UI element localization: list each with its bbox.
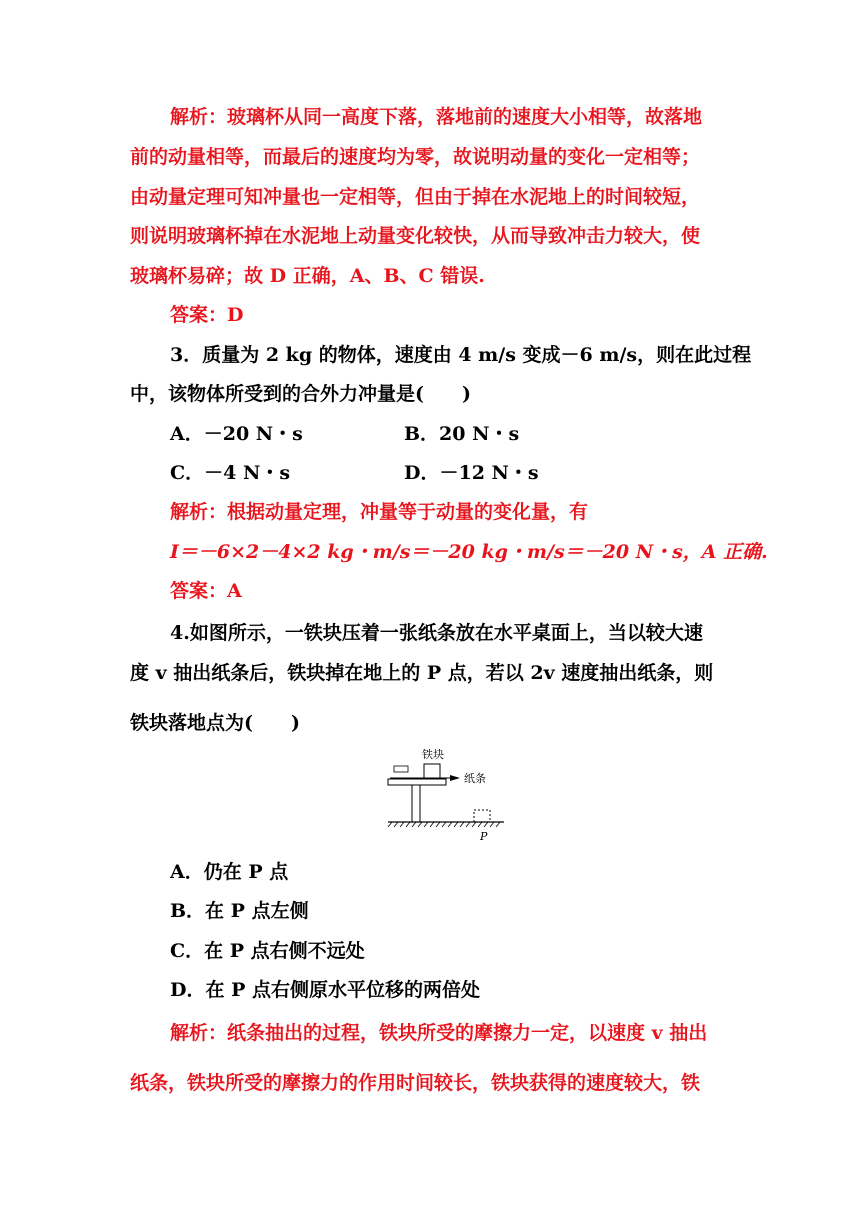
- analysis1-line-5: 玻璃杯易碎；故 D 正确，A、B、C 错误.: [130, 265, 485, 287]
- question4-option-a: A．仍在 P 点: [170, 861, 289, 883]
- question3-line-2: 中，该物体所受到的合外力冲量是( ): [130, 383, 471, 405]
- analysis1-line-2: 前的动量相等，而最后的速度均为零，故说明动量的变化一定相等；: [130, 146, 701, 168]
- question3-option-a: A．－20 N・s: [170, 423, 303, 445]
- block-left-stub: [394, 766, 408, 772]
- analysis1-line-1: 解析：玻璃杯从同一高度下落，落地前的速度大小相等，故落地: [170, 106, 703, 128]
- question4-option-c: C．在 P 点右侧不远处: [170, 940, 365, 962]
- figure-label-paper: 纸条: [464, 772, 486, 785]
- landing-position-box: [474, 810, 490, 822]
- question4-analysis-line-2: 纸条，铁块所受的摩擦力的作用时间较长，铁块获得的速度较大，铁: [130, 1072, 701, 1094]
- question4-line-1: 4.如图所示，一铁块压着一张纸条放在水平桌面上，当以较大速: [170, 622, 703, 644]
- analysis1-line-4: 则说明玻璃杯掉在水泥地上动量变化较快，从而导致冲击力较大，使: [130, 225, 701, 247]
- question4-line-2: 度 v 抽出纸条后，铁块掉在地上的 P 点，若以 2v 速度抽出纸条，则: [130, 662, 714, 684]
- iron-block: [424, 764, 440, 778]
- question4-option-d: D．在 P 点右侧原水平位移的两倍处: [170, 979, 480, 1001]
- question4-line-3: 铁块落地点为( ): [130, 712, 300, 734]
- question3-option-d: D．－12 N・s: [404, 462, 539, 484]
- analysis1-answer: 答案：D: [170, 304, 244, 326]
- figure-label-point: P: [480, 830, 488, 843]
- question3-analysis-line-2: I＝－6×2－4×2 kg・m/s＝－20 kg・m/s＝－20 N・s，A 正确.: [170, 541, 768, 563]
- question3-analysis-line-1: 解析：根据动量定理，冲量等于动量的变化量，有: [170, 501, 589, 523]
- question3-answer: 答案：A: [170, 580, 242, 602]
- question3-option-c: C．－4 N・s: [170, 462, 291, 484]
- table-block-diagram: [384, 744, 508, 852]
- question3-option-b: B．20 N・s: [404, 423, 520, 445]
- question4-option-b: B．在 P 点左侧: [170, 900, 309, 922]
- table-top: [388, 779, 446, 785]
- arrow-right-icon: [450, 775, 460, 781]
- analysis1-line-3: 由动量定理可知冲量也一定相等，但由于掉在水泥地上的时间较短，: [130, 186, 701, 208]
- question4-analysis-line-1: 解析：纸条抽出的过程，铁块所受的摩擦力一定，以速度 v 抽出: [170, 1022, 708, 1044]
- table-leg: [412, 785, 420, 822]
- ground-hatch: [388, 822, 500, 827]
- question3-line-1: 3．质量为 2 kg 的物体，速度由 4 m/s 变成－6 m/s，则在此过程: [170, 344, 752, 366]
- figure-label-block: 铁块: [422, 748, 444, 761]
